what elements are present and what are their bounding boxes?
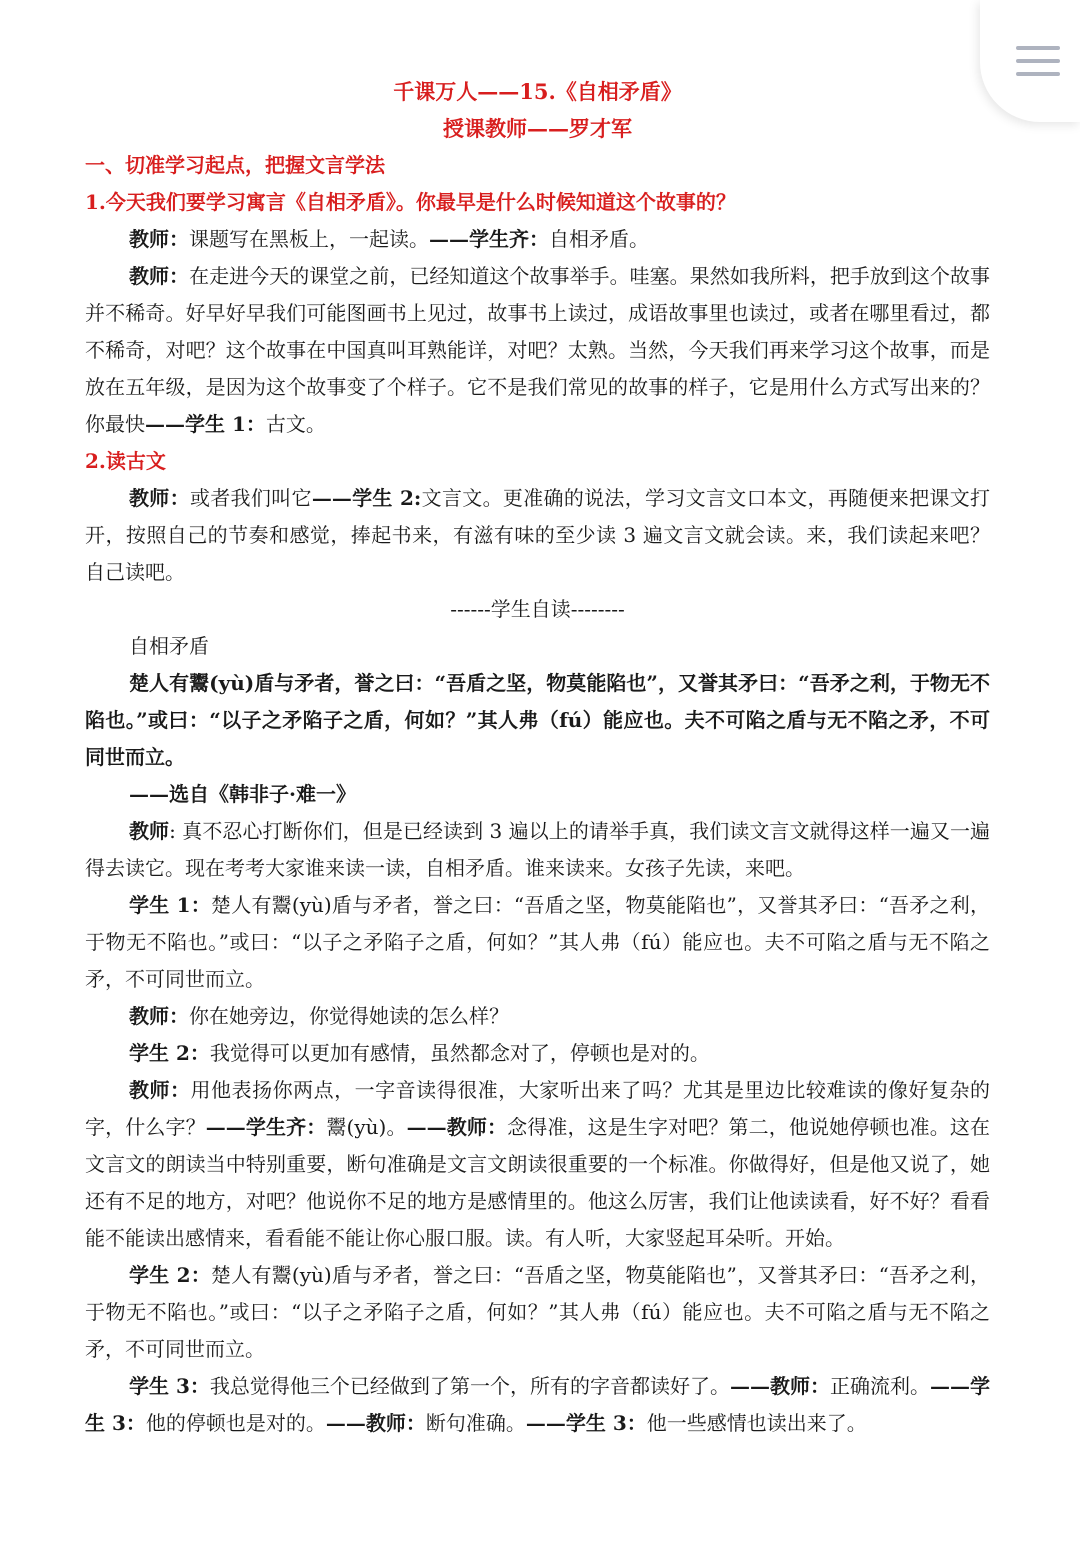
dialogue-paragraph: 学生 2：楚人有鬻(yù)盾与矛者，誉之曰：“吾盾之坚，物莫能陷也”，又誉其矛曰：“吾矛之利，于物无不陷也。”或曰：“以子之矛陷子之盾，何如？”其人弗（fú）能应也。夫不可陷之盾与无不陷之矛，不可同世而立。 [85,1263,990,1361]
dialogue-paragraph: 教师: 真不忍心打断你们，但是已经读到 3 遍以上的请举手真，我们读文言文就得这样一遍又一遍得去读它。现在考考大家谁来读一读，自相矛盾。谁来读来。女孩子先读，来吧。 [85,819,990,880]
dialogue-paragraph: 教师：或者我们叫它——学生 2:文言文。更准确的说法，学习文言文口本文，再随便来把课文打开，按照自己的节奏和感觉，捧起书来，有滋有味的至少读 3 遍文言文就会读。来，我们读起来吧？自己读吧。 [85,486,991,584]
document-body [85,73,990,1442]
text-title: 自相矛盾 [129,634,209,658]
dialogue-paragraph: 教师：课题写在黑板上，一起读。——学生齐：自相矛盾。 [129,227,649,251]
dialogue-paragraph: 学生 2：我觉得可以更加有感情，虽然都念对了，停顿也是对的。 [129,1041,710,1065]
classic-text: 楚人有鬻(yù)盾与矛者，誉之曰：“吾盾之坚，物莫能陷也”，又誉其矛曰：“吾矛之利，于物无不陷也。”或曰：“以子之矛陷子之盾，何如？”其人弗（fú）能应也。夫不可陷之盾与无不陷之矛，不可同世而立。 [85,671,990,769]
dialogue-paragraph: 教师：用他表扬你两点，一字音读得很准，大家听出来了吗？尤其是里边比较难读的像好复杂的字，什么字？——学生齐：鬻(yù)。——教师：念得准，这是生字对吧？第二，他说她停顿也准。这在文言文的朗读当中特别重要，断句准确是文言文朗读很重要的一个标准。你做得好，但是他又说了，她还有不足的地方，对吧？他说你不足的地方是感情里的。他这么厉害，我们让他读读看，好不好？看看能不能读出感情来，看看能不能让你心服口服。读。有人听，大家竖起耳朵听。开始。 [85,1078,991,1250]
hamburger-menu-icon [1016,37,1060,85]
section-heading: 一、切准学习起点，把握文言学法 [85,153,385,177]
dialogue-paragraph: 教师：你在她旁边，你觉得她读的怎么样？ [129,1004,509,1028]
self-read-divider: ------学生自读-------- [450,597,625,621]
question-heading-1: 1.今天我们要学习寓言《自相矛盾》。你最早是什么时候知道这个故事的？ [85,190,736,214]
menu-button[interactable] [980,0,1080,122]
document-title: 千课万人——15.《自相矛盾》 [393,79,682,104]
question-heading-2: 2.读古文 [85,449,166,473]
dialogue-paragraph: 教师：在走进今天的课堂之前，已经知道这个故事举手。哇塞。果然如我所料，把手放到这个故事并不稀奇。好早好早我们可能图画书上见过，故事书上读过，成语故事里也读过，或者在哪里看过，都不稀奇，对吧？这个故事在中国真叫耳熟能详，对吧？太熟。当然，今天我们再来学习这个故事，而是放在五年级，是因为这个故事变了个样子。它不是我们常见的故事的样子，它是用什么方式写出来的？你最快——学生 1：古文。 [85,264,991,436]
text-source: ——选自《韩非子·难一》 [129,782,356,806]
dialogue-paragraph: 学生 1：楚人有鬻(yù)盾与矛者，誉之曰：“吾盾之坚，物莫能陷也”，又誉其矛曰：“吾矛之利，于物无不陷也。”或曰：“以子之矛陷子之盾，何如？”其人弗（fú）能应也。夫不可陷之盾与无不陷之矛，不可同世而立。 [85,893,990,991]
dialogue-paragraph: 学生 3：我总觉得他三个已经做到了第一个，所有的字音都读好了。——教师：正确流利。——学生 3：他的停顿也是对的。——教师：断句准确。——学生 3：他一些感情也读出来了。 [85,1374,991,1435]
teacher-line: 授课教师——罗才军 [443,116,632,141]
